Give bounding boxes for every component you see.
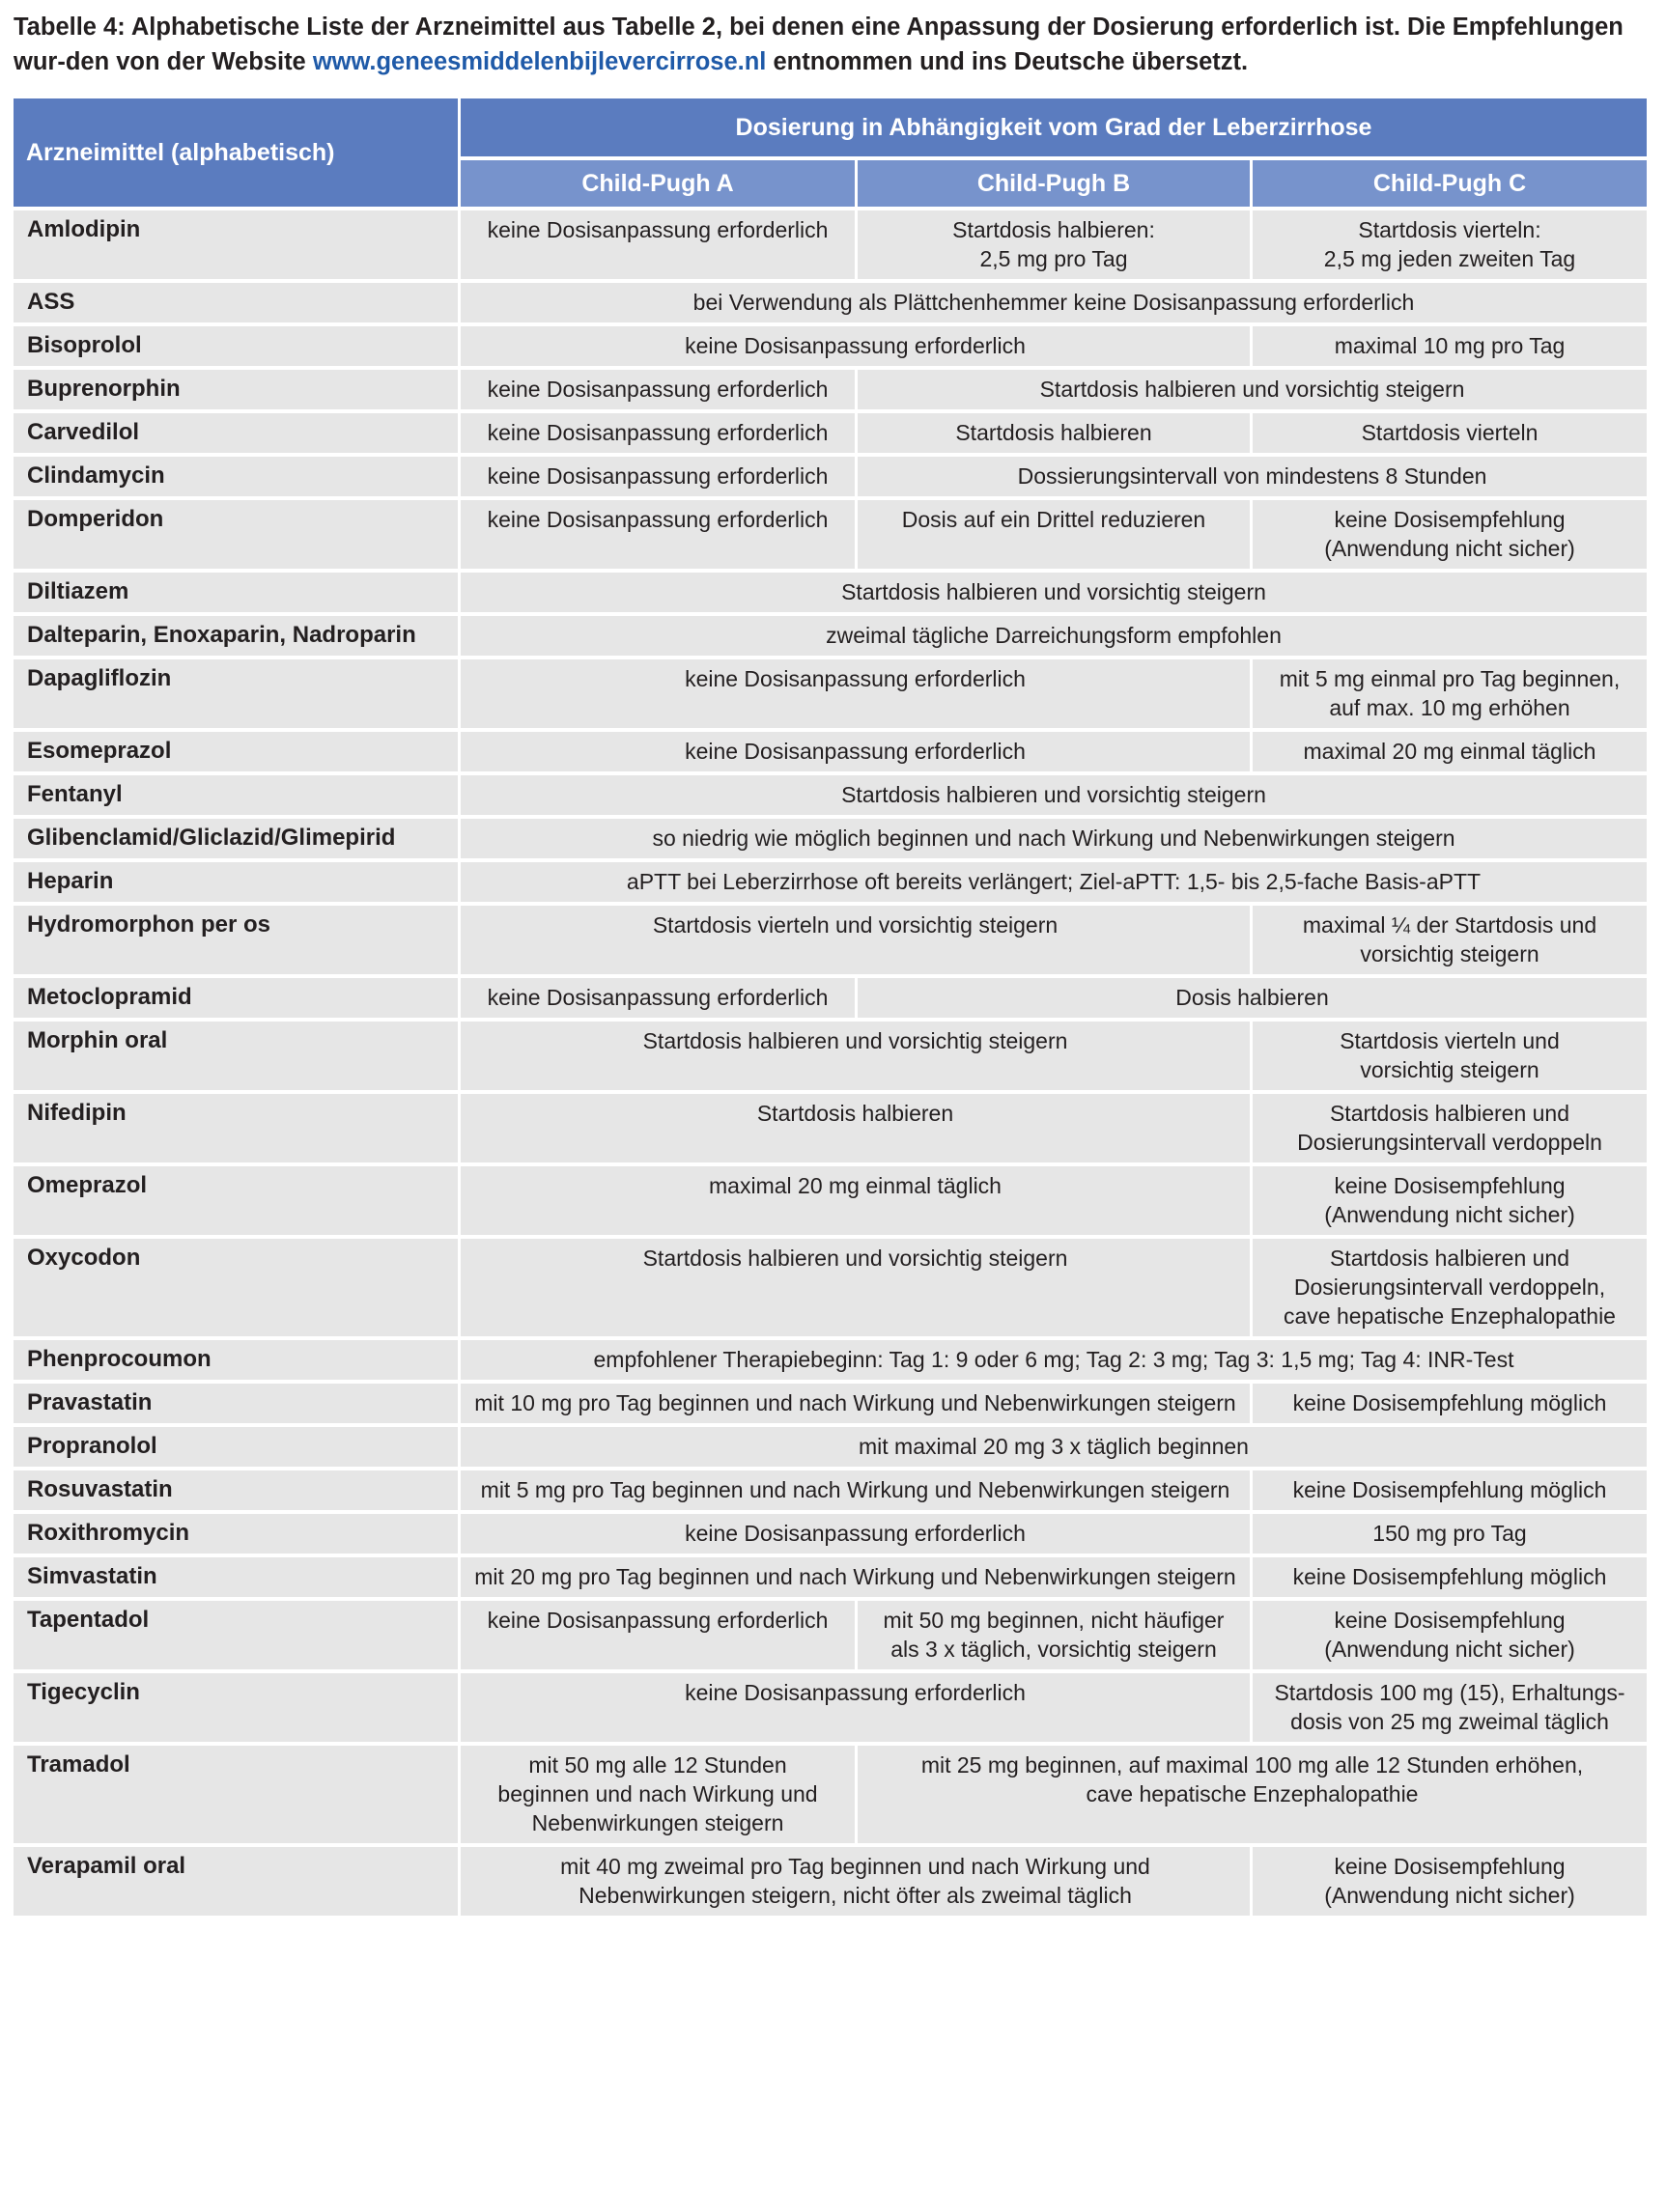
dosage-cell: keine Dosisempfehlung möglich [1253, 1384, 1647, 1423]
table-row [14, 1847, 1647, 1916]
drug-name: Bisoprolol [14, 326, 458, 366]
table-row [14, 1239, 1647, 1336]
drug-name: Dapagliflozin [14, 659, 458, 728]
dosage-cell: keine Dosisanpassung erforderlich [461, 659, 1250, 728]
dosage-cell: Startdosis halbieren: 2,5 mg pro Tag [858, 210, 1250, 279]
drug-name: Glibenclamid/Gliclazid/Glimepirid [14, 819, 458, 858]
dosage-cell: Startdosis halbieren [461, 1094, 1250, 1162]
website-link[interactable]: www.geneesmiddelenbijlevercirrose.nl [312, 48, 767, 75]
dosage-cell: keine Dosisanpassung erforderlich [461, 370, 855, 409]
dosage-cell: empfohlener Therapiebeginn: Tag 1: 9 oder 6 mg; Tag 2: 3 mg; Tag 3: 1,5 mg; Tag 4: INR-Test [461, 1340, 1647, 1380]
table-row [14, 978, 1647, 1018]
dosage-cell: zweimal tägliche Darreichungsform empfohlen [461, 616, 1647, 656]
drug-name: Esomeprazol [14, 732, 458, 771]
table-row [14, 1514, 1647, 1554]
table-row [14, 1094, 1647, 1162]
table-row [14, 370, 1647, 409]
dosage-cell: keine Dosisanpassung erforderlich [461, 326, 1250, 366]
dosage-cell: Startdosis halbieren und vorsichtig steigern [461, 573, 1647, 612]
dosage-cell: Dossierungsintervall von mindestens 8 Stunden [858, 457, 1647, 496]
table-row [14, 413, 1647, 453]
drug-name: Fentanyl [14, 775, 458, 815]
dosage-cell: Dosis halbieren [858, 978, 1647, 1018]
dosage-cell: Startdosis vierteln [1253, 413, 1647, 453]
dosage-cell: Startdosis halbieren und Dosierungsintervall verdoppeln, cave hepatische Enzephalopathie [1253, 1239, 1647, 1336]
drug-name: Pravastatin [14, 1384, 458, 1423]
dosage-cell: keine Dosisanpassung erforderlich [461, 210, 855, 279]
header-dosage-group: Dosierung in Abhängigkeit vom Grad der Leberzirrhose [461, 98, 1647, 156]
drug-name: Propranolol [14, 1427, 458, 1467]
dosage-cell: Startdosis 100 mg (15), Erhaltungs- dosis von 25 mg zweimal täglich [1253, 1673, 1647, 1742]
dosage-cell: maximal 10 mg pro Tag [1253, 326, 1647, 366]
table-row [14, 500, 1647, 569]
drug-name: Amlodipin [14, 210, 458, 279]
dosage-cell: Startdosis vierteln und vorsichtig steigern [461, 906, 1250, 974]
dosage-cell: Startdosis halbieren und vorsichtig steigern [461, 1239, 1250, 1336]
table-row [14, 1384, 1647, 1423]
drug-name: Nifedipin [14, 1094, 458, 1162]
dosage-cell: maximal 20 mg einmal täglich [1253, 732, 1647, 771]
drug-name: Clindamycin [14, 457, 458, 496]
drug-name: Roxithromycin [14, 1514, 458, 1554]
table-row [14, 732, 1647, 771]
table-row [14, 283, 1647, 322]
dosage-cell: keine Dosisempfehlung (Anwendung nicht sicher) [1253, 1601, 1647, 1669]
dosage-cell: mit 10 mg pro Tag beginnen und nach Wirkung und Nebenwirkungen steigern [461, 1384, 1250, 1423]
dosage-cell: Startdosis halbieren [858, 413, 1250, 453]
dosage-cell: mit 40 mg zweimal pro Tag beginnen und nach Wirkung und Nebenwirkungen steigern, nicht öfter als zweimal täglich [461, 1847, 1250, 1916]
table-row [14, 326, 1647, 366]
dosage-cell: mit maximal 20 mg 3 x täglich beginnen [461, 1427, 1647, 1467]
dosage-cell: Startdosis halbieren und vorsichtig steigern [461, 775, 1647, 815]
dosage-table [11, 95, 1650, 1919]
dosage-cell: keine Dosisempfehlung (Anwendung nicht sicher) [1253, 1166, 1647, 1235]
dosage-cell: Dosis auf ein Drittel reduzieren [858, 500, 1250, 569]
dosage-cell: mit 50 mg beginnen, nicht häufiger als 3 x täglich, vorsichtig steigern [858, 1601, 1250, 1669]
dosage-cell: keine Dosisanpassung erforderlich [461, 500, 855, 569]
table-row [14, 1470, 1647, 1510]
table-row [14, 457, 1647, 496]
table-row [14, 1557, 1647, 1597]
table-body [14, 210, 1647, 1916]
dosage-cell: keine Dosisanpassung erforderlich [461, 1514, 1250, 1554]
dosage-cell: Startdosis vierteln und vorsichtig steigern [1253, 1022, 1647, 1090]
dosage-cell: maximal 20 mg einmal täglich [461, 1166, 1250, 1235]
dosage-cell: so niedrig wie möglich beginnen und nach Wirkung und Nebenwirkungen steigern [461, 819, 1647, 858]
caption-text: Tabelle 4: Alphabetische Liste der Arzneimittel aus Tabelle 2, bei denen eine Anpassung der Dosierung erforderlich ist. Die Empfehlungen wur-den von der Website [14, 14, 1624, 75]
drug-name: Tramadol [14, 1746, 458, 1843]
header-child-pugh-c: Child-Pugh C [1253, 160, 1647, 207]
dosage-cell: maximal ¼ der Startdosis und vorsichtig steigern [1253, 906, 1647, 974]
drug-name: Oxycodon [14, 1239, 458, 1336]
drug-name: Verapamil oral [14, 1847, 458, 1916]
drug-name: Tigecyclin [14, 1673, 458, 1742]
caption-text-end: entnommen und ins Deutsche übersetzt. [766, 48, 1249, 75]
table-row [14, 1166, 1647, 1235]
header-drug-column: Arzneimittel (alphabetisch) [14, 98, 458, 207]
dosage-cell: bei Verwendung als Plättchenhemmer keine Dosisanpassung erforderlich [461, 283, 1647, 322]
dosage-cell: Startdosis halbieren und Dosierungsintervall verdoppeln [1253, 1094, 1647, 1162]
dosage-cell: mit 5 mg pro Tag beginnen und nach Wirkung und Nebenwirkungen steigern [461, 1470, 1250, 1510]
drug-name: Heparin [14, 862, 458, 902]
table-row [14, 1601, 1647, 1669]
dosage-cell: Startdosis vierteln: 2,5 mg jeden zweiten Tag [1253, 210, 1647, 279]
dosage-cell: mit 20 mg pro Tag beginnen und nach Wirkung und Nebenwirkungen steigern [461, 1557, 1250, 1597]
dosage-cell: keine Dosisempfehlung möglich [1253, 1470, 1647, 1510]
table-row [14, 616, 1647, 656]
table-row [14, 906, 1647, 974]
drug-name: Dalteparin, Enoxaparin, Nadroparin [14, 616, 458, 656]
dosage-cell: keine Dosisanpassung erforderlich [461, 1601, 855, 1669]
drug-name: Buprenorphin [14, 370, 458, 409]
dosage-cell: keine Dosisanpassung erforderlich [461, 978, 855, 1018]
drug-name: Domperidon [14, 500, 458, 569]
dosage-cell: mit 50 mg alle 12 Stunden beginnen und nach Wirkung und Nebenwirkungen steigern [461, 1746, 855, 1843]
drug-name: ASS [14, 283, 458, 322]
drug-name: Diltiazem [14, 573, 458, 612]
dosage-cell: Startdosis halbieren und vorsichtig steigern [461, 1022, 1250, 1090]
dosage-cell: keine Dosisanpassung erforderlich [461, 732, 1250, 771]
dosage-cell: Startdosis halbieren und vorsichtig steigern [858, 370, 1647, 409]
table-row [14, 1673, 1647, 1742]
drug-name: Metoclopramid [14, 978, 458, 1018]
dosage-cell: keine Dosisempfehlung (Anwendung nicht sicher) [1253, 500, 1647, 569]
table-caption [14, 10, 1655, 79]
dosage-cell: keine Dosisanpassung erforderlich [461, 1673, 1250, 1742]
dosage-cell: mit 25 mg beginnen, auf maximal 100 mg alle 12 Stunden erhöhen, cave hepatische Enzephalopathie [858, 1746, 1647, 1843]
drug-name: Phenprocoumon [14, 1340, 458, 1380]
drug-name: Carvedilol [14, 413, 458, 453]
dosage-cell: keine Dosisanpassung erforderlich [461, 457, 855, 496]
dosage-cell: mit 5 mg einmal pro Tag beginnen, auf max. 10 mg erhöhen [1253, 659, 1647, 728]
table-row [14, 862, 1647, 902]
drug-name: Tapentadol [14, 1601, 458, 1669]
header-child-pugh-a: Child-Pugh A [461, 160, 855, 207]
drug-name: Simvastatin [14, 1557, 458, 1597]
drug-name: Rosuvastatin [14, 1470, 458, 1510]
table-row [14, 819, 1647, 858]
table-row [14, 573, 1647, 612]
table-row [14, 1340, 1647, 1380]
drug-name: Omeprazol [14, 1166, 458, 1235]
table-row [14, 1427, 1647, 1467]
header-child-pugh-b: Child-Pugh B [858, 160, 1250, 207]
dosage-cell: keine Dosisempfehlung möglich [1253, 1557, 1647, 1597]
table-row [14, 775, 1647, 815]
drug-name: Morphin oral [14, 1022, 458, 1090]
dosage-cell: keine Dosisempfehlung (Anwendung nicht sicher) [1253, 1847, 1647, 1916]
drug-name: Hydromorphon per os [14, 906, 458, 974]
dosage-cell: 150 mg pro Tag [1253, 1514, 1647, 1554]
dosage-cell: aPTT bei Leberzirrhose oft bereits verlängert; Ziel-aPTT: 1,5- bis 2,5-fache Basis-aPTT [461, 862, 1647, 902]
table-row [14, 210, 1647, 279]
table-row [14, 1022, 1647, 1090]
table-row [14, 1746, 1647, 1843]
table-row [14, 659, 1647, 728]
dosage-cell: keine Dosisanpassung erforderlich [461, 413, 855, 453]
